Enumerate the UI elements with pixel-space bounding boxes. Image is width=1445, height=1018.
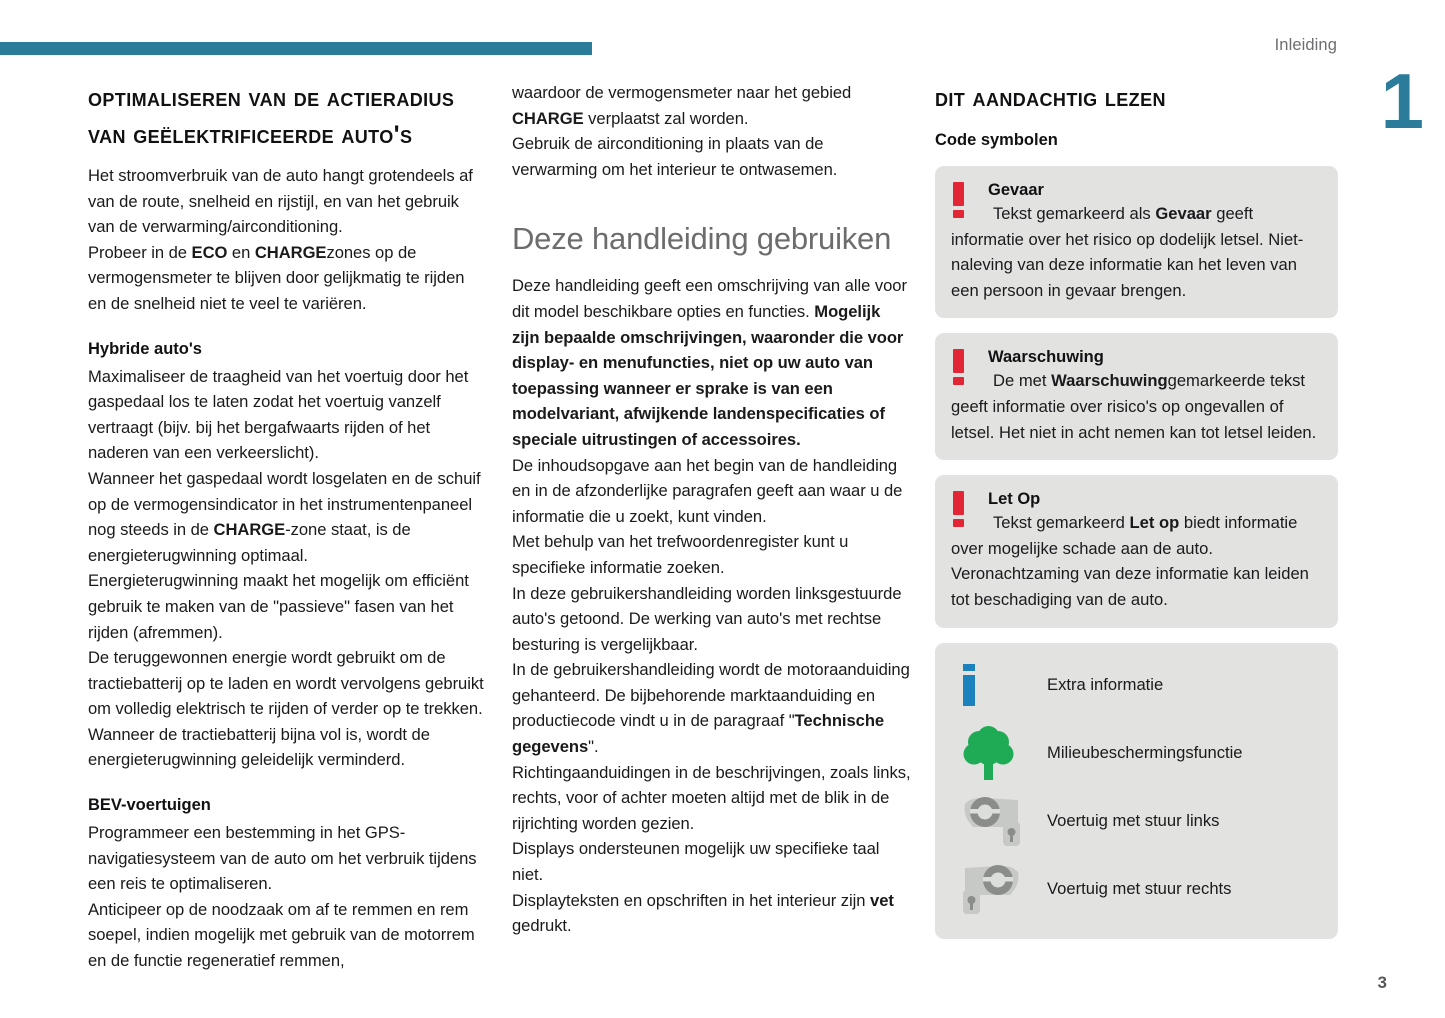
text-run: en	[227, 242, 255, 262]
subsection-title: Hybride auto's	[88, 339, 202, 358]
text-run: Tekst gemarkeerd	[993, 513, 1130, 533]
running-header: Inleiding	[1274, 36, 1337, 54]
emphasis-block: Mogelijk zijn bepaalde omschrijvingen, waaronder die voor display- en menufuncties, niet op uw auto van toepassing wanneer er sprake is van een modelvariant, afwijkende landenspecificaties of speciale uitrustingen of accessoires.	[512, 301, 904, 449]
legend-item	[951, 651, 1322, 719]
paragraph	[512, 888, 912, 939]
chapter-number: 1	[1380, 57, 1422, 145]
callout-text	[951, 368, 1322, 445]
paragraph: De inhoudsopgave aan het begin van de handleiding en in de afzonderlijke paragrafen geeft aan waar u de informatie die u zoekt, kunt vinden.	[512, 455, 903, 526]
paragraph: Displays ondersteunen mogelijk uw specifieke taal niet.	[512, 839, 880, 885]
paragraph: Richtingaanduidingen in de beschrijvingen, zoals links, rechts, voor of achter moeten altijd met de blik in de rijrichting worden gezien.	[512, 762, 911, 833]
paragraph: In deze gebruikershandleiding worden linksgestuurde auto's getoond. De werking van auto's met rechtse besturing is vergelijkbaar.	[512, 583, 902, 654]
column-left	[88, 80, 486, 974]
info-icon	[951, 664, 1047, 706]
legend-label: Voertuig met stuur rechts	[1047, 878, 1232, 898]
text-run: Displayteksten en opschriften in het interieur zijn	[512, 890, 871, 910]
text-run: Deze handleiding geeft een omschrijving van alle voor dit model beschikbare opties en functies.	[512, 276, 907, 321]
tree-icon	[951, 725, 1047, 781]
accent-bar	[0, 42, 592, 55]
paragraph: Het stroomverbruik van de auto hangt grotendeels af van de route, snelheid en rijstijl, en van het gebruik van de verwarming/airconditioning.	[88, 166, 473, 237]
text-run: De met	[993, 371, 1052, 391]
callout-title: Let Op	[988, 490, 1041, 509]
text-run: gemarkeerde tekst geeft informatie over risico's op ongevallen of letsel. Het niet in acht nemen kan tot letsel leiden.	[951, 371, 1317, 442]
column-right	[935, 80, 1338, 939]
legend-label: Voertuig met stuur links	[1047, 810, 1220, 830]
text-run: Tekst gemarkeerd als	[993, 204, 1156, 223]
callout-danger	[935, 166, 1338, 318]
emphasis-vet: vet	[870, 890, 894, 910]
legend-box	[935, 643, 1338, 939]
text-run: Probeer in de	[88, 242, 192, 262]
text-run: gedrukt.	[512, 916, 572, 936]
paragraph	[512, 273, 912, 452]
emphasis-eco: ECO	[191, 242, 228, 262]
text-run: verplaatst zal worden.	[583, 108, 749, 128]
paragraph-continued	[512, 80, 912, 131]
text-run: biedt informatie over mogelijke schade aan de auto. Veronachtzaming van deze informatie kan leiden tot beschadiging van de auto.	[951, 513, 1309, 609]
emphasis-charge: CHARGE	[213, 520, 286, 540]
paragraph: Anticipeer op de noodzaak om af te remmen en rem soepel, indien mogelijk met gebruik van de motorrem en de functie regeneratief remmen,	[88, 899, 475, 971]
subsection-title: Code symbolen	[935, 131, 1058, 149]
callout-text	[951, 510, 1322, 612]
exclamation-icon	[953, 491, 964, 527]
column-middle	[512, 80, 912, 939]
legend-item	[951, 855, 1322, 923]
paragraph: Gebruik de airconditioning in plaats van de verwarming om het interieur te ontwasemen.	[512, 134, 838, 179]
steering-wheel-left-icon	[951, 794, 1047, 848]
text-run: geeft informatie over het risico op dodelijk letsel. Niet-naleving van deze informatie kan het leven van een persoon in gevaar brengen.	[951, 204, 1304, 300]
text-run: In de gebruikershandleiding wordt de motoraanduiding gehanteerd. De bijbehorende marktaanduiding en productiecode vindt u in de paragraaf "	[512, 660, 910, 731]
emphasis-charge: CHARGE	[254, 242, 327, 262]
exclamation-icon	[953, 182, 964, 218]
callout-title: Gevaar	[988, 181, 1044, 199]
legend-item	[951, 787, 1322, 855]
text-run: ".	[588, 737, 599, 757]
text-run: Wanneer het gaspedaal wordt losgelaten en de schuif op de vermogensindicator in het instrumentenpaneel nog steeds in de	[88, 468, 481, 540]
emphasis-charge: CHARGE	[512, 108, 584, 128]
emphasis-reference: Technische gegevens	[512, 711, 885, 757]
section-title: optimaliseren van de actieradius van geëlektrificeerde auto's	[88, 84, 455, 149]
section-title: dit aandachtig lezen	[935, 84, 1166, 112]
legend-label: Extra informatie	[1047, 674, 1164, 694]
paragraph: Programmeer een bestemming in het GPS-navigatiesysteem van de auto om het verbruik tijdens een reis te optimaliseren.	[88, 823, 477, 894]
paragraph	[88, 466, 486, 568]
text-run: waardoor de vermogensmeter naar het gebied	[512, 83, 852, 102]
text-run: zones op de vermogensmeter te blijven door gelijkmatig te rijden en de snelheid niet te veel te variëren.	[88, 242, 465, 313]
subsection-title: BEV-voertuigen	[88, 796, 211, 815]
paragraph: Energieterugwinning maakt het mogelijk om efficiënt gebruik te maken van de "passieve" fasen van het rijden (afremmen).	[88, 571, 469, 642]
emphasis: Let op	[1129, 513, 1180, 533]
legend-item	[951, 719, 1322, 787]
paragraph: Met behulp van het trefwoordenregister kunt u specifieke informatie zoeken.	[512, 532, 849, 577]
callout-title: Waarschuwing	[988, 348, 1104, 367]
emphasis: Waarschuwing	[1051, 371, 1168, 391]
exclamation-icon	[953, 349, 964, 385]
paragraph	[512, 657, 912, 759]
callout-text	[951, 201, 1322, 303]
section-title-large: Deze handleiding gebruiken	[512, 221, 892, 257]
paragraph	[88, 240, 486, 317]
emphasis: Gevaar	[1155, 204, 1212, 223]
paragraph: Wanneer de tractiebatterij bijna vol is, wordt de energieterugwinning geleidelijk verminderd.	[88, 724, 430, 770]
page-number: 3	[1377, 973, 1387, 992]
callout-warning	[935, 333, 1338, 460]
text-run: -zone staat, is de energieterugwinning optimaal.	[88, 520, 411, 565]
callout-caution	[935, 475, 1338, 627]
paragraph: Maximaliseer de traagheid van het voertuig door het gaspedaal los te laten zodat het voertuig vanzelf vertraagt (bijv. bij het bergafwaarts rijden of het naderen van een verkeerslicht).	[88, 366, 469, 463]
steering-wheel-right-icon	[951, 862, 1047, 916]
legend-label: Milieubeschermingsfunctie	[1047, 742, 1243, 762]
paragraph: De teruggewonnen energie wordt gebruikt om de tractiebatterij op te laden en wordt vervolgens gebruikt om volledig elektrisch te rijden of verder op te trekken.	[88, 648, 484, 719]
